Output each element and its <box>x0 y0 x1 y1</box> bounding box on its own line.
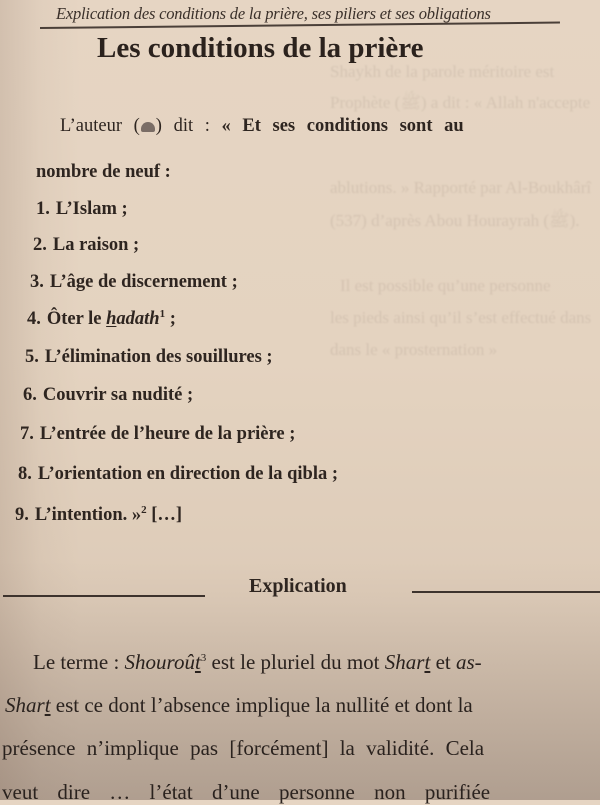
term-text: Shouroû <box>124 650 195 674</box>
paragraph-line <box>33 650 482 675</box>
term-shart <box>5 693 51 717</box>
item-number: 1. <box>36 199 50 219</box>
para-text: et <box>430 650 456 674</box>
term-underlined: t <box>424 650 431 674</box>
item-number: 8. <box>18 464 32 484</box>
list-item <box>27 309 176 330</box>
term-shourout <box>125 650 201 674</box>
hadath-term <box>106 309 159 329</box>
bleed-through-text: les pieds ainsi qu’il s’est effectué dans <box>330 308 592 327</box>
list-item <box>15 505 182 526</box>
list-item <box>20 424 295 445</box>
author-label: L’auteur <box>60 116 122 136</box>
list-item <box>23 385 193 406</box>
bleed-through-text: dans le « prosternation » <box>330 340 498 359</box>
item-number: 7. <box>20 424 34 444</box>
said-text: dit : <box>173 116 210 136</box>
section-heading: Explication <box>249 575 347 597</box>
item-number: 6. <box>23 385 37 405</box>
item-text: L’Islam ; <box>55 199 128 219</box>
item-text: Couvrir sa nudité ; <box>42 385 194 405</box>
bleed-through-text: Il est possible qu’une personne <box>340 276 551 295</box>
item-text-post: […] <box>146 505 183 525</box>
footnote-ref: 3 <box>200 652 207 664</box>
item-text: La raison ; <box>52 235 140 255</box>
list-item <box>18 464 338 485</box>
term-underlined: t <box>44 693 51 717</box>
term-as: as- <box>455 650 482 674</box>
bleed-through-text: Prophète (ﷺ) a dit : « Allah n'accepte <box>330 93 591 112</box>
running-header: Explication des conditions de la prière, ses piliers et ses obligations <box>56 4 491 23</box>
item-text: L’orientation en direction de la qibla ; <box>37 464 339 484</box>
item-text-post: ; <box>165 309 176 329</box>
term-text: Shar <box>5 693 45 717</box>
intro-continuation: nombre de neuf : <box>36 162 171 182</box>
para-text: est ce dont l’absence implique la nullité et dont la <box>50 693 473 717</box>
page-title: Les conditions de la prière <box>97 32 424 64</box>
footnote-ref: 1 <box>159 307 166 320</box>
paragraph-line <box>5 693 473 718</box>
quote-start: « Et ses conditions sont au <box>221 116 464 136</box>
bleed-through-text: ablutions. » Rapporté par Al-Boukhârî <box>330 178 592 197</box>
term-shart <box>385 650 431 674</box>
paragraph-line: présence n’implique pas [forcément] la validité. Cela <box>2 736 485 760</box>
item-number: 5. <box>25 347 39 367</box>
paragraph-line: veut dire … l’état d’une personne non purifiée <box>2 780 491 804</box>
list-item <box>36 199 128 220</box>
bleed-through-text: (537) d’après Abou Hourayrah (ﷺ). <box>330 211 580 230</box>
item-text: L’âge de discernement ; <box>49 272 238 292</box>
list-item <box>25 347 273 368</box>
term-text: Shar <box>384 650 425 674</box>
section-rule-right <box>412 591 600 593</box>
para-text: est le pluriel du mot <box>206 650 385 674</box>
arabic-honorific-icon <box>141 122 155 132</box>
section-rule-left <box>3 595 205 597</box>
intro-line: L’auteur ( ) dit : « Et ses conditions sont au <box>60 116 464 136</box>
item-number: 4. <box>27 309 41 329</box>
item-text: Ôter le <box>46 309 107 329</box>
item-text: L’élimination des souillures ; <box>44 347 273 367</box>
item-number: 3. <box>30 272 44 292</box>
term-underlined: t <box>194 650 201 674</box>
hadath-term-underlined: h <box>106 309 117 329</box>
footnote-ref: 2 <box>141 503 147 516</box>
item-number: 2. <box>33 235 47 255</box>
para-text: Le terme : <box>33 650 125 674</box>
list-item <box>30 272 238 293</box>
item-text: L’entrée de l’heure de la prière ; <box>39 424 296 444</box>
list-item <box>33 235 139 256</box>
item-number: 9. <box>15 505 29 525</box>
item-text: L’intention. » <box>34 505 142 525</box>
bleed-through-text: Shaykh de la parole méritoire est <box>330 62 555 81</box>
hadath-term-rest: adath <box>116 309 160 329</box>
